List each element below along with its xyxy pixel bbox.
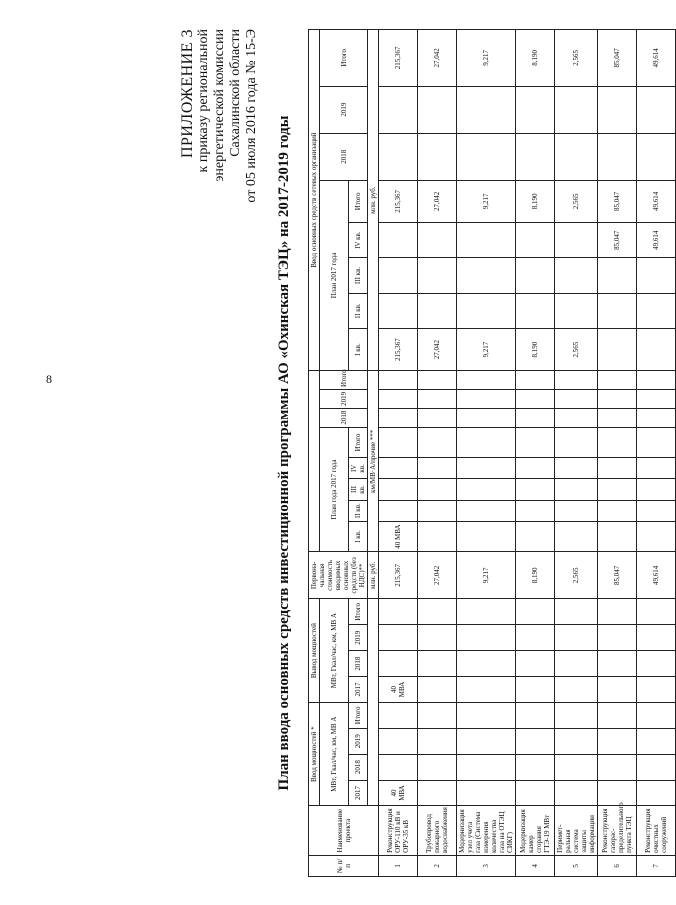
cell-cost: 215,367 (379, 552, 418, 599)
header-num: № п/п (309, 855, 379, 876)
cell-fa1: 2,565 (555, 328, 598, 370)
cell-ptotal (379, 427, 418, 458)
cell-p2 (637, 500, 676, 521)
cell-ptotal2 (637, 371, 676, 390)
cell-intotal (379, 702, 418, 728)
cell-fa4 (516, 223, 555, 258)
units-prime-cost: млн. руб. (368, 552, 379, 599)
cell-p3 (598, 479, 637, 500)
cell-name: Перимет-ральная система защиты информации (555, 806, 598, 855)
cell-out2019 (637, 625, 676, 651)
cell-p3 (418, 479, 457, 500)
cell-fatotal: 85,047 (598, 180, 637, 222)
cell-ptotal2 (516, 371, 555, 390)
cell-in2019 (637, 728, 676, 754)
cell-fa3 (457, 258, 516, 293)
header-total: Итого (349, 180, 368, 222)
cell-intotal (418, 702, 457, 728)
cell-ptotal (637, 427, 676, 458)
cell-fa2019 (555, 86, 598, 133)
cell-y2019 (379, 390, 418, 409)
cell-out2017 (457, 677, 516, 703)
cell-out2017: 40 МВА (379, 677, 418, 703)
cell-cost: 49,614 (637, 552, 676, 599)
cell-ptotal (516, 427, 555, 458)
cell-y2018 (379, 408, 418, 427)
cell-fatotal: 49,614 (637, 180, 676, 222)
cell-out2019 (555, 625, 598, 651)
header-q2: II кв. (349, 500, 368, 521)
cell-cost: 27,042 (418, 552, 457, 599)
cell-in2018 (598, 754, 637, 780)
cell-ptotal (555, 427, 598, 458)
cell-p2 (555, 500, 598, 521)
cell-fa1 (637, 328, 676, 370)
cell-cost: 8,190 (516, 552, 555, 599)
cell-in2018 (379, 754, 418, 780)
cell-fa2019 (637, 86, 676, 133)
header-2018: 2018 (320, 133, 368, 180)
header-total: Итого (349, 427, 368, 458)
cell-p2 (457, 500, 516, 521)
cell-fa2018 (598, 133, 637, 180)
header-q1: I кв. (349, 521, 368, 552)
cell-fa2018 (457, 133, 516, 180)
cell-fatotal: 215,367 (379, 180, 418, 222)
cell-fa4 (379, 223, 418, 258)
header-q4: IV кв. (349, 458, 368, 479)
units-power-blank (368, 599, 379, 806)
cell-out2017 (516, 677, 555, 703)
cell-outtotal (516, 599, 555, 625)
cell-fa2019 (379, 86, 418, 133)
cell-fa2 (418, 293, 457, 328)
cell-out2017 (637, 677, 676, 703)
cell-n: 6 (598, 855, 637, 876)
appendix-line: к приказу региональной (196, 29, 211, 173)
cell-y2019 (637, 390, 676, 409)
cell-fa2 (516, 293, 555, 328)
cell-p4 (457, 458, 516, 479)
header-total: Итого (349, 702, 368, 728)
cell-fa2019 (418, 86, 457, 133)
cell-fa2018 (418, 133, 457, 180)
cell-fa2018 (379, 133, 418, 180)
cell-fatotal: 27,042 (418, 180, 457, 222)
cell-fa2 (598, 293, 637, 328)
cell-out2018 (637, 651, 676, 677)
cell-p1 (516, 521, 555, 552)
cell-fatotal2: 49,614 (637, 30, 676, 87)
cell-out2018 (418, 651, 457, 677)
cell-out2018 (516, 651, 555, 677)
cell-p3 (555, 479, 598, 500)
cell-in2019 (555, 728, 598, 754)
units-fa: млн. руб. (368, 30, 379, 371)
cell-p1 (457, 521, 516, 552)
header-2019: 2019 (320, 390, 368, 409)
cell-p4 (637, 458, 676, 479)
cell-name: Модернизация камер сгорания ГТЭ-19 МВт (516, 806, 555, 855)
cell-fa3 (516, 258, 555, 293)
cell-ptotal2 (457, 371, 516, 390)
cell-ptotal2 (555, 371, 598, 390)
cell-fa2019 (457, 86, 516, 133)
cell-fatotal2: 9,217 (457, 30, 516, 87)
table-row (418, 30, 457, 877)
cell-n: 1 (379, 855, 418, 876)
rotated-document (179, 29, 668, 877)
cell-intotal (457, 702, 516, 728)
cell-in2019 (516, 728, 555, 754)
investment-table (308, 29, 676, 877)
cell-out2018 (555, 651, 598, 677)
cell-out2019 (457, 625, 516, 651)
header-power-out-units: МВт, Гкал/час, км, МВ А (320, 599, 349, 703)
cell-out2017 (598, 677, 637, 703)
cell-ptotal (598, 427, 637, 458)
cell-fa2018 (555, 133, 598, 180)
cell-fa1 (598, 328, 637, 370)
appendix-line: от 05 июля 2016 года № 15-Э (244, 29, 259, 203)
header-q1: I кв. (349, 328, 368, 370)
cell-in2018 (637, 754, 676, 780)
cell-out2018 (457, 651, 516, 677)
cell-y2018 (637, 408, 676, 427)
cell-p4 (555, 458, 598, 479)
cell-outtotal (637, 599, 676, 625)
cell-intotal (598, 702, 637, 728)
cell-intotal (516, 702, 555, 728)
cell-n: 4 (516, 855, 555, 876)
header-2018: 2018 (349, 754, 368, 780)
cell-fatotal2: 8,190 (516, 30, 555, 87)
cell-fa4 (418, 223, 457, 258)
cell-fa4 (555, 223, 598, 258)
cell-p2 (418, 500, 457, 521)
cell-ptotal2 (418, 371, 457, 390)
cell-fa2 (457, 293, 516, 328)
cell-fa2 (555, 293, 598, 328)
rotated-heading (60, 0, 180, 905)
header-plan-2017: План года 2017 года (320, 427, 349, 552)
appendix-line: энергетической комиссии (212, 29, 227, 182)
cell-in2018 (418, 754, 457, 780)
cell-p2 (516, 500, 555, 521)
cell-p1: 40 МВА (379, 521, 418, 552)
cell-out2018 (598, 651, 637, 677)
cell-y2018 (516, 408, 555, 427)
cell-out2017 (418, 677, 457, 703)
cell-in2019 (598, 728, 637, 754)
cell-in2019 (457, 728, 516, 754)
cell-cost: 2,565 (555, 552, 598, 599)
header-prime-cost: Первона-чальная стоимость вводимых основных средств (без НДС)** (309, 552, 368, 599)
cell-p1 (637, 521, 676, 552)
cell-p2 (598, 500, 637, 521)
cell-cost: 85,047 (598, 552, 637, 599)
cell-y2018 (598, 408, 637, 427)
cell-fatotal2: 2,565 (555, 30, 598, 87)
cell-fa2019 (516, 86, 555, 133)
cell-out2019 (418, 625, 457, 651)
cell-fa4: 85,047 (598, 223, 637, 258)
cell-p3 (379, 479, 418, 500)
cell-p4 (598, 458, 637, 479)
cell-p1 (555, 521, 598, 552)
cell-ptotal (418, 427, 457, 458)
header-q4: IV кв. (349, 223, 368, 258)
cell-in2017 (516, 780, 555, 806)
cell-in2018 (516, 754, 555, 780)
cell-out2019 (379, 625, 418, 651)
cell-y2019 (457, 390, 516, 409)
cell-fatotal: 8,190 (516, 180, 555, 222)
header-2019: 2019 (320, 86, 368, 133)
cell-outtotal (555, 599, 598, 625)
table-body (379, 30, 676, 877)
cell-fa4: 49,614 (637, 223, 676, 258)
cell-outtotal (598, 599, 637, 625)
cell-ptotal2 (598, 371, 637, 390)
cell-intotal (637, 702, 676, 728)
cell-fa3 (555, 258, 598, 293)
appendix-block (180, 29, 260, 349)
header-2019: 2019 (349, 625, 368, 651)
cell-fa1: 9,217 (457, 328, 516, 370)
cell-in2017 (637, 780, 676, 806)
header-2019: 2019 (349, 728, 368, 754)
cell-ptotal (457, 427, 516, 458)
header-power-out: Вывод мощностей (309, 599, 320, 703)
cell-y2018 (418, 408, 457, 427)
cell-fatotal: 2,565 (555, 180, 598, 222)
cell-out2019 (516, 625, 555, 651)
cell-fa1: 27,042 (418, 328, 457, 370)
header-power-in-units: МВт, Гкал/час, км, МВ А (320, 702, 349, 806)
cell-p4 (418, 458, 457, 479)
table-row (555, 30, 598, 877)
cell-fa3 (598, 258, 637, 293)
cell-outtotal (457, 599, 516, 625)
cell-fatotal2: 27,042 (418, 30, 457, 87)
cell-n: 7 (637, 855, 676, 876)
cell-fa2 (637, 293, 676, 328)
cell-fatotal2: 85,047 (598, 30, 637, 87)
cell-p1 (598, 521, 637, 552)
cell-n: 2 (418, 855, 457, 876)
cell-ptotal2 (379, 371, 418, 390)
header-total: Итого (320, 30, 368, 87)
cell-name: Реконструкция ОРУ-110 кВ и ОРУ-35 кВ (379, 806, 418, 855)
cell-fa3 (379, 258, 418, 293)
cell-fa3 (637, 258, 676, 293)
cell-fa1: 215,367 (379, 328, 418, 370)
appendix-title: ПРИЛОЖЕНИЕ 3 (179, 29, 196, 159)
cell-outtotal (379, 599, 418, 625)
header-plan-2017-fa: План 2017 года (320, 180, 349, 371)
cell-name: Реконструкция газорас-пределительного пункта ТЭЦ (598, 806, 637, 855)
cell-in2018 (457, 754, 516, 780)
header-q2: II кв. (349, 293, 368, 328)
table-row (598, 30, 637, 877)
cell-p1 (418, 521, 457, 552)
header-2017: 2017 (349, 677, 368, 703)
header-q3: III кв. (349, 258, 368, 293)
plan-title: План ввода основных средств инвестиционной программы АО «Охинская ТЭЦ» на 2017-2019 годы (276, 115, 292, 791)
cell-in2019 (418, 728, 457, 754)
cell-fa2019 (598, 86, 637, 133)
cell-y2019 (555, 390, 598, 409)
header-q3: III кв. (349, 479, 368, 500)
cell-fa2 (379, 293, 418, 328)
header-2018: 2018 (349, 651, 368, 677)
cell-out2019 (598, 625, 637, 651)
cell-fa4 (457, 223, 516, 258)
cell-in2018 (555, 754, 598, 780)
header-total: Итого (349, 599, 368, 625)
header-fixed-assets: Ввод основных средств сетевых организаций (309, 30, 320, 371)
cell-y2018 (555, 408, 598, 427)
header-2017: 2017 (349, 780, 368, 806)
cell-name: Реконструкция очистных сооружений (637, 806, 676, 855)
cell-out2017 (555, 677, 598, 703)
header-plan-power (309, 371, 320, 552)
cell-p3 (457, 479, 516, 500)
cell-name: Трубопровод пожарного водоснабжения (418, 806, 457, 855)
cell-y2018 (457, 408, 516, 427)
header-power-in: Ввод мощностей * (309, 702, 320, 806)
table-row (516, 30, 555, 877)
header-2018: 2018 (320, 408, 368, 427)
cell-n: 5 (555, 855, 598, 876)
cell-n: 3 (457, 855, 516, 876)
cell-y2019 (418, 390, 457, 409)
cell-fa3 (418, 258, 457, 293)
cell-p4 (379, 458, 418, 479)
header-total: Итого (320, 371, 368, 390)
cell-in2017 (555, 780, 598, 806)
header-name: Наименование проекта (309, 806, 379, 855)
page-number: 8 (46, 372, 52, 386)
cell-fa2018 (637, 133, 676, 180)
cell-y2019 (598, 390, 637, 409)
cell-fa1: 8,190 (516, 328, 555, 370)
cell-outtotal (418, 599, 457, 625)
units-power: км/МВ·А/прочие *** (368, 371, 379, 552)
table-row (457, 30, 516, 877)
cell-intotal (555, 702, 598, 728)
appendix-line: Сахалинской области (228, 29, 243, 157)
cell-in2017 (457, 780, 516, 806)
cell-out2018 (379, 651, 418, 677)
cell-in2019 (379, 728, 418, 754)
cell-in2017 (418, 780, 457, 806)
cell-fatotal: 9,217 (457, 180, 516, 222)
cell-y2019 (516, 390, 555, 409)
cell-in2017: 40 МВА (379, 780, 418, 806)
cell-p2 (379, 500, 418, 521)
cell-fa2018 (516, 133, 555, 180)
cell-name: Модернизация узел учета газа (Система измерения количества газа на ОТЭЦ СИКГ) (457, 806, 516, 855)
cell-p4 (516, 458, 555, 479)
cell-p3 (637, 479, 676, 500)
cell-cost: 9,217 (457, 552, 516, 599)
table-row (379, 30, 418, 877)
table-row (637, 30, 676, 877)
cell-fatotal2: 215,367 (379, 30, 418, 87)
cell-p3 (516, 479, 555, 500)
